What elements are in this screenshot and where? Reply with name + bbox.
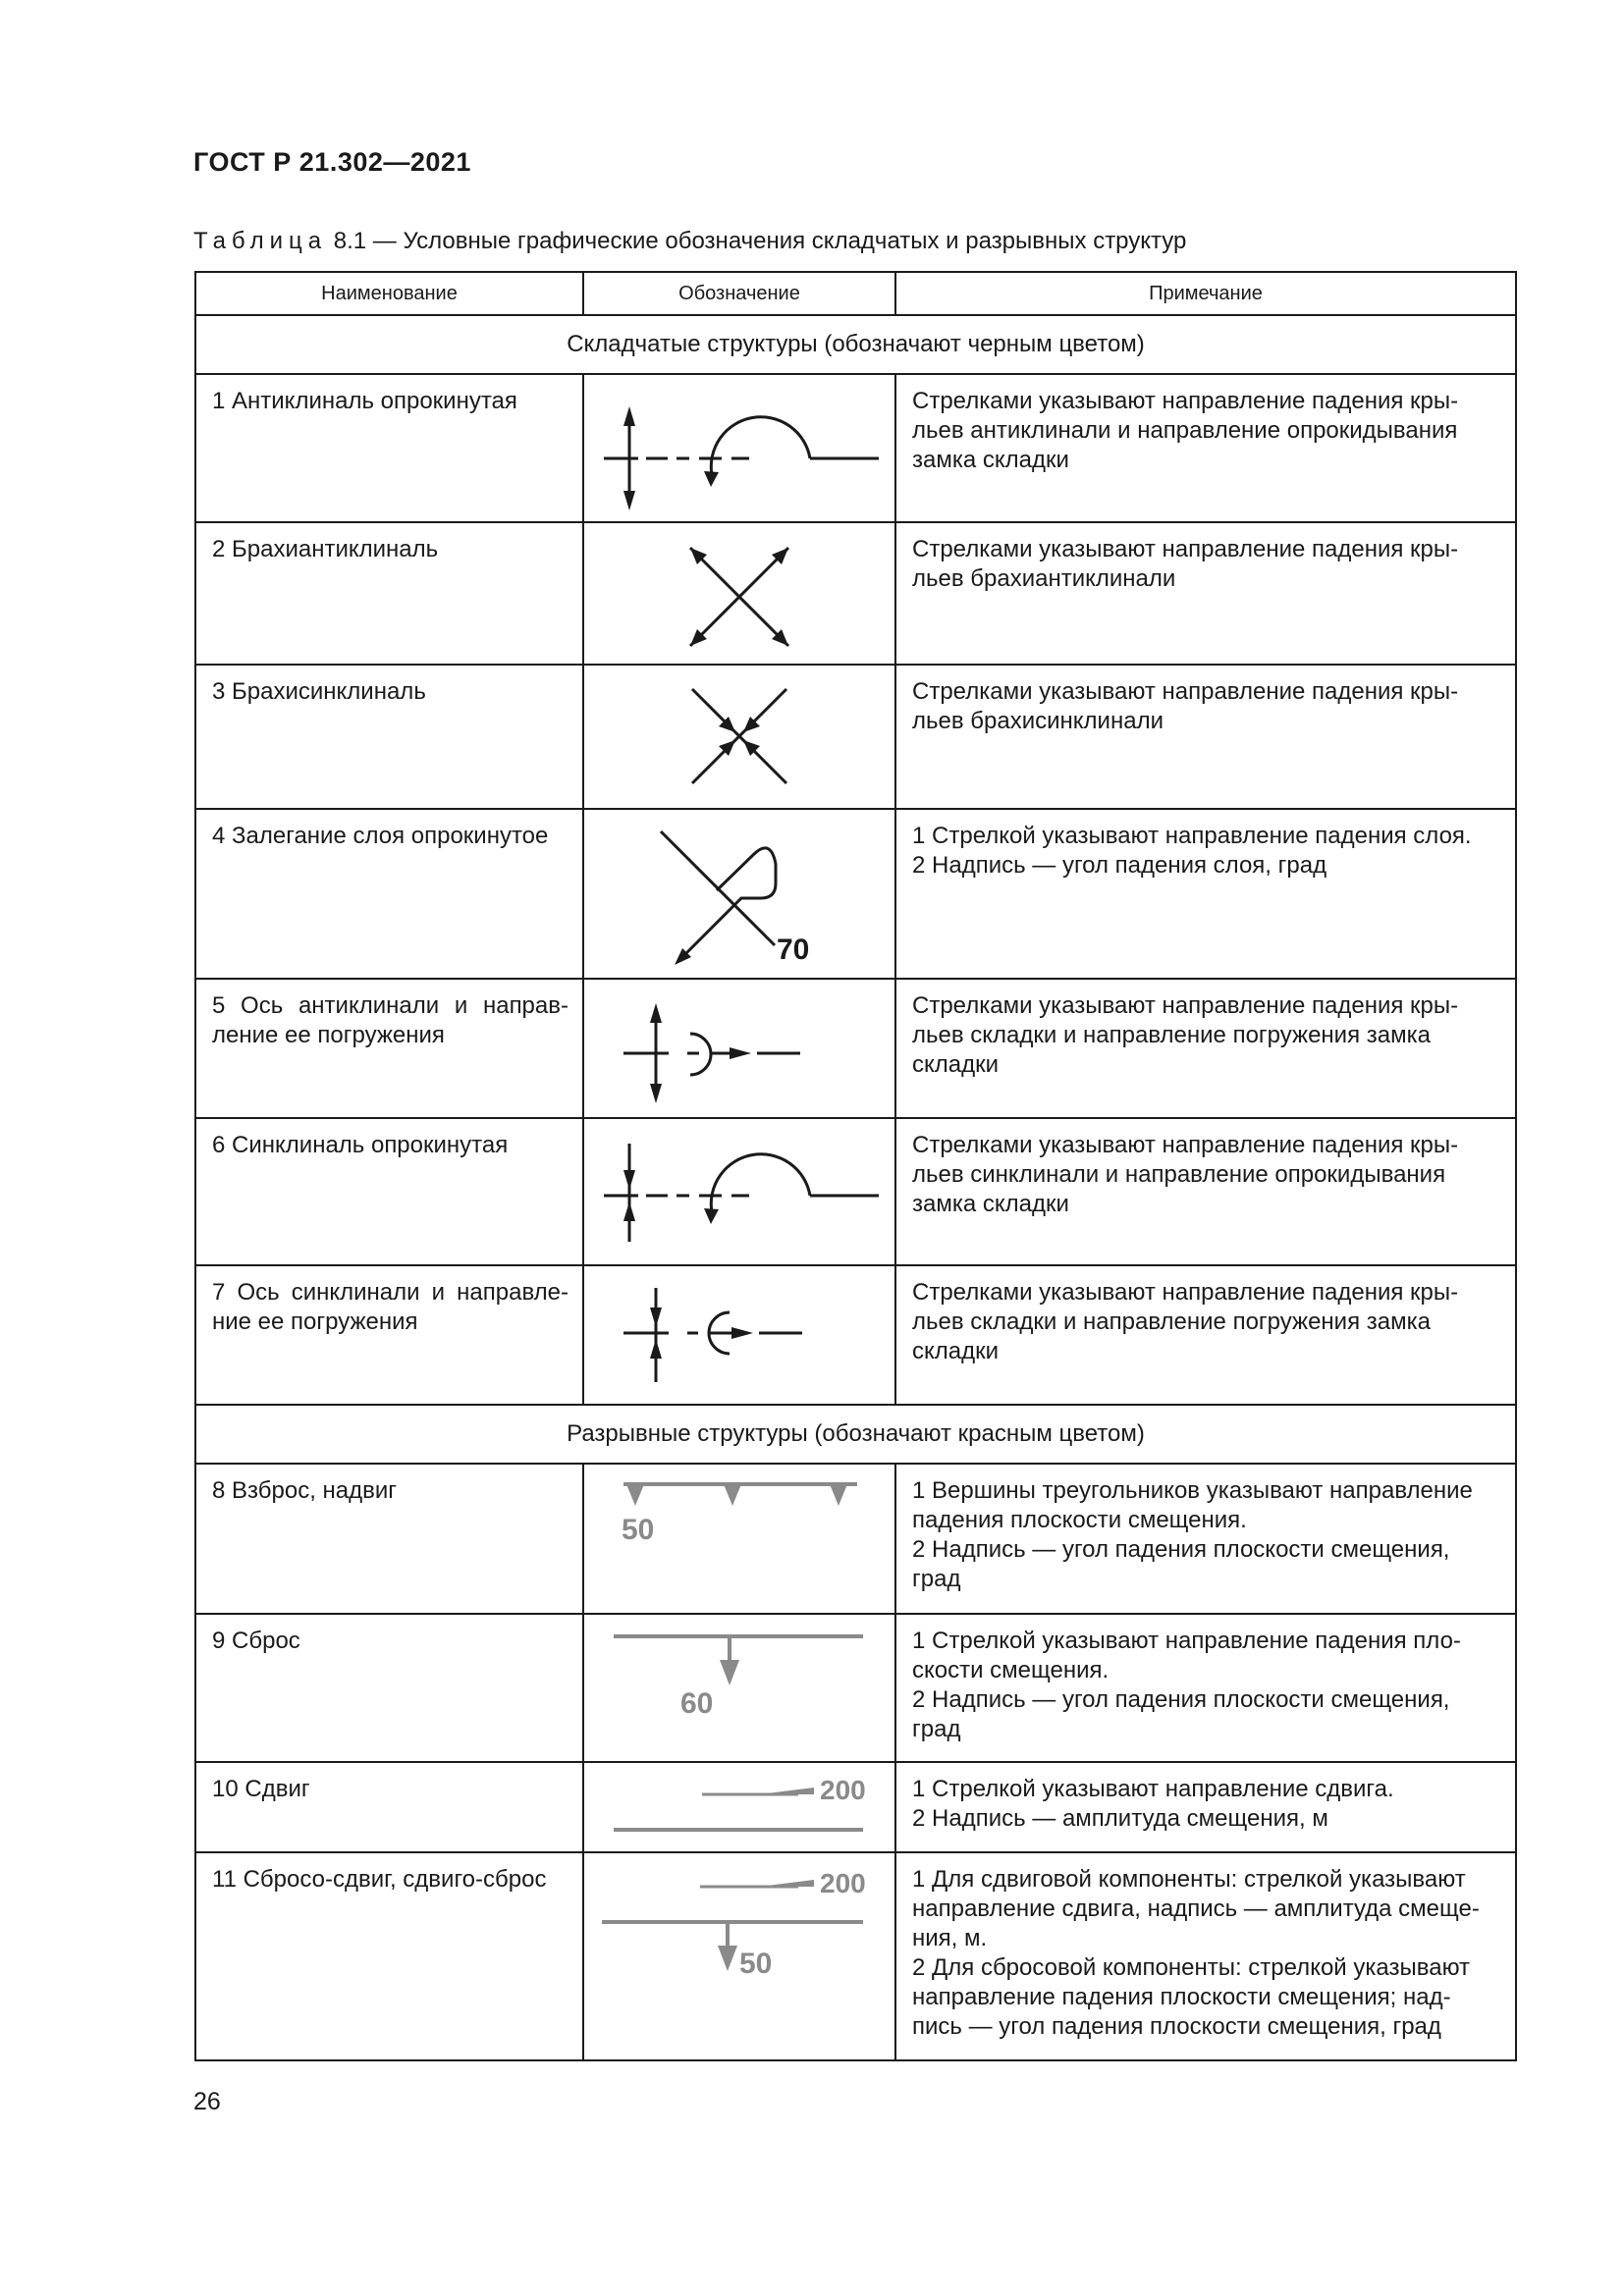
note-line: град xyxy=(912,1566,961,1592)
note-line: Стрелками указывают направление падения кры- xyxy=(912,1279,1459,1306)
table-caption-text: 8.1 — Условные графические обозначения складчатых и разрывных структур xyxy=(327,228,1187,254)
row-symbol-cell xyxy=(583,1852,895,2060)
note-line: пись — угол падения плоскости смещения, град xyxy=(912,2013,1441,2040)
row-note xyxy=(895,1614,1516,1762)
name-line: ление ее погружения xyxy=(212,1022,445,1048)
table-row xyxy=(195,1464,1516,1614)
column-header-symbol: Обозначение xyxy=(583,272,895,315)
note-line: замка складки xyxy=(912,1191,1069,1217)
note-line: 2 Надпись — угол падения плоскости смещения, xyxy=(912,1536,1450,1563)
row-note xyxy=(895,374,1516,522)
oblique-slip-symbol xyxy=(584,1853,894,2057)
anticline-axis-plunge-symbol xyxy=(584,980,894,1115)
slip-amplitude-label: 200 xyxy=(820,1775,866,1805)
row-note xyxy=(895,1464,1516,1614)
row-name: 6 Синклиналь опрокинутая xyxy=(195,1118,583,1265)
reverse-fault-symbol xyxy=(584,1465,894,1611)
section-title-fault: Разрывные структуры (обозначают красным цветом) xyxy=(195,1405,1516,1464)
name-line: 5 Ось антиклинали и направ- xyxy=(212,992,568,1019)
table-row xyxy=(195,809,1516,979)
table-row xyxy=(195,979,1516,1118)
slip-amplitude-label: 200 xyxy=(820,1868,866,1898)
dip-angle-label: 50 xyxy=(739,1948,773,1980)
row-note xyxy=(895,1762,1516,1852)
row-symbol-cell xyxy=(583,809,895,979)
row-symbol-cell xyxy=(583,1614,895,1762)
row-name xyxy=(195,1265,583,1405)
table-row xyxy=(195,1118,1516,1265)
overturned-anticline-symbol xyxy=(584,375,894,519)
note-line: 1 Стрелкой указывают направление падения пло- xyxy=(912,1628,1461,1654)
note-line: 2 Надпись — амплитуда смещения, м xyxy=(912,1805,1328,1832)
note-line: льев складки и направление погружения замка xyxy=(912,1308,1431,1335)
note-line: Стрелками указывают направление падения кры- xyxy=(912,992,1459,1019)
note-line: 2 Надпись — угол падения плоскости смещения, xyxy=(912,1686,1450,1713)
row-note xyxy=(895,1265,1516,1405)
note-line: 1 Стрелкой указывают направление сдвига. xyxy=(912,1776,1394,1802)
table-row xyxy=(195,1852,1516,2060)
note-line: льев антиклинали и направление опрокидывания xyxy=(912,417,1458,444)
bed-dip-label: 70 xyxy=(777,934,810,966)
row-name: 2 Брахиантиклиналь xyxy=(195,522,583,665)
row-symbol-cell xyxy=(583,1265,895,1405)
section-row-fold xyxy=(195,315,1516,374)
note-line: Стрелками указывают направление падения кры- xyxy=(912,388,1459,414)
table-header-row xyxy=(195,272,1516,315)
table-row xyxy=(195,665,1516,809)
row-note xyxy=(895,979,1516,1118)
overturned-bed-symbol xyxy=(584,810,894,976)
row-name: 1 Антиклиналь опрокинутая xyxy=(195,374,583,522)
row-symbol-cell xyxy=(583,1118,895,1265)
note-line: льев синклинали и направление опрокидывания xyxy=(912,1161,1446,1188)
row-note xyxy=(895,522,1516,665)
page-number: 26 xyxy=(193,2088,221,2115)
row-note xyxy=(895,665,1516,809)
note-line: 2 Надпись — угол падения слоя, град xyxy=(912,852,1327,879)
table-row xyxy=(195,374,1516,522)
brachysyncline-symbol xyxy=(584,666,894,806)
note-line: Стрелками указывают направление падения кры- xyxy=(912,678,1459,705)
note-line: 1 Для сдвиговой компоненты: стрелкой указывают xyxy=(912,1866,1466,1893)
section-row-fault xyxy=(195,1405,1516,1464)
note-line: град xyxy=(912,1716,961,1742)
row-symbol-cell xyxy=(583,665,895,809)
row-symbol-cell xyxy=(583,522,895,665)
row-name: 3 Брахисинклиналь xyxy=(195,665,583,809)
table-caption xyxy=(193,228,1186,255)
table-row xyxy=(195,1265,1516,1405)
syncline-axis-plunge-symbol xyxy=(584,1266,894,1402)
brachyanticline-symbol xyxy=(584,523,894,662)
column-header-name: Наименование xyxy=(195,272,583,315)
table-row xyxy=(195,522,1516,665)
row-name: 10 Сдвиг xyxy=(195,1762,583,1852)
note-line: льев брахиантиклинали xyxy=(912,565,1176,592)
row-name: 11 Сбросо-сдвиг, сдвиго-сброс xyxy=(195,1852,583,2060)
note-line: ния, м. xyxy=(912,1925,988,1951)
dip-angle-label: 50 xyxy=(622,1514,655,1546)
symbols-table xyxy=(194,271,1517,2061)
name-line: ние ее погружения xyxy=(212,1308,418,1335)
row-note xyxy=(895,1852,1516,2060)
row-name: 8 Взброс, надвиг xyxy=(195,1464,583,1614)
note-line: 1 Вершины треугольников указывают направление xyxy=(912,1477,1473,1504)
table-row xyxy=(195,1614,1516,1762)
strike-slip-symbol xyxy=(584,1763,894,1849)
row-symbol-cell xyxy=(583,979,895,1118)
note-line: складки xyxy=(912,1338,1000,1364)
row-symbol-cell xyxy=(583,1464,895,1614)
name-line: 7 Ось синклинали и направле- xyxy=(212,1279,568,1306)
row-name xyxy=(195,979,583,1118)
row-symbol-cell xyxy=(583,1762,895,1852)
overturned-syncline-symbol xyxy=(584,1119,894,1262)
row-name: 9 Сброс xyxy=(195,1614,583,1762)
normal-fault-symbol xyxy=(584,1615,894,1759)
note-line: замка складки xyxy=(912,447,1069,473)
document-code: ГОСТ Р 21.302—2021 xyxy=(193,147,471,177)
table-caption-lead: Таблица xyxy=(193,228,328,254)
note-line: Стрелками указывают направление падения кры- xyxy=(912,536,1459,562)
note-line: льев складки и направление погружения замка xyxy=(912,1022,1431,1048)
note-line: падения плоскости смещения. xyxy=(912,1507,1247,1533)
note-line: направление сдвига, надпись — амплитуда смеще- xyxy=(912,1896,1480,1922)
column-header-note: Примечание xyxy=(895,272,1516,315)
note-line: 1 Стрелкой указывают направление падения слоя. xyxy=(912,823,1472,849)
table-row xyxy=(195,1762,1516,1852)
note-line: направление падения плоскости смещения; над- xyxy=(912,1984,1451,2010)
note-line: 2 Для сбросовой компоненты: стрелкой указывают xyxy=(912,1954,1471,1981)
row-note xyxy=(895,809,1516,979)
row-name: 4 Залегание слоя опрокинутое xyxy=(195,809,583,979)
section-title-fold: Складчатые структуры (обозначают черным цветом) xyxy=(195,315,1516,374)
note-line: льев брахисинклинали xyxy=(912,708,1164,734)
note-line: складки xyxy=(912,1051,1000,1078)
row-note xyxy=(895,1118,1516,1265)
row-symbol-cell xyxy=(583,374,895,522)
note-line: скости смещения. xyxy=(912,1657,1110,1683)
note-line: Стрелками указывают направление падения кры- xyxy=(912,1132,1459,1158)
dip-angle-label: 60 xyxy=(680,1687,714,1720)
